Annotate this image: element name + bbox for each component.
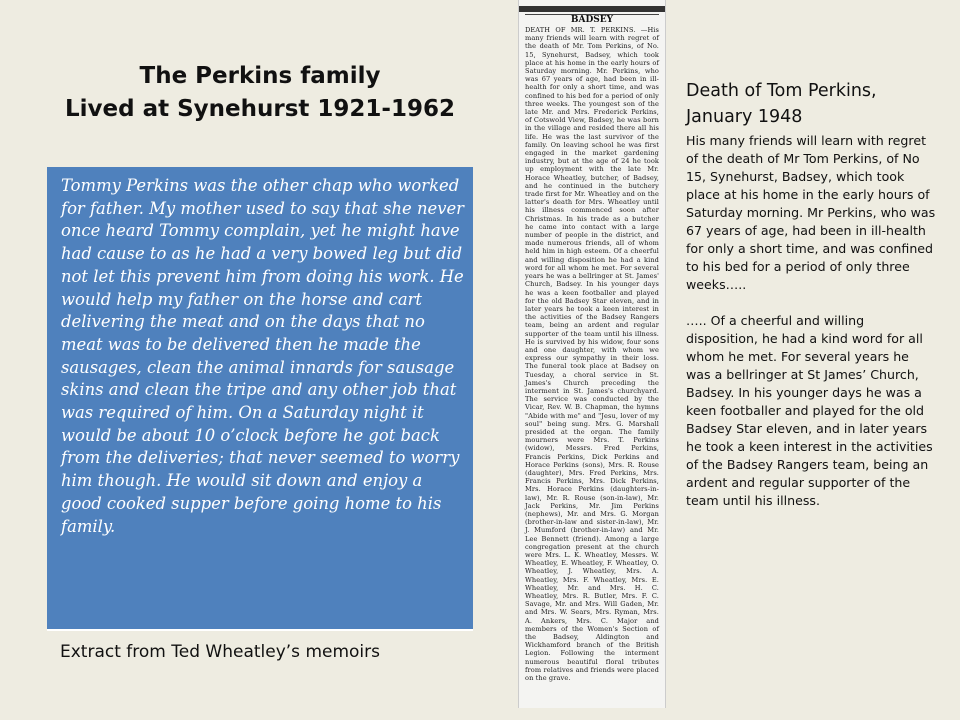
summary-heading-line-2: January 1948	[686, 107, 803, 127]
memoir-quote-text: Tommy Perkins was the other chap who worked for father. My mother used to say that she never once heard Tommy complain, yet he might have had cause to as he had a very bowed leg but did not let this prevent him from doing his work. He would help my father on the horse and cart delivering the meat and on the days that no meat was to be delivered then he made the sausages, clean the animal innards for sausage skins and clean the tripe and any other job that was required of him. On a Saturday night it would be about 10 o’clock before he got back from the deliveries; that never seemed to worry him though. He would sit down and enjoy a good cooked supper before going home to his family.	[61, 176, 464, 536]
obituary-summary	[686, 78, 936, 528]
summary-paragraph-2: ….. Of a cheerful and willing disposition, he had a kind word for all whom he met. For several years he was a bellringer at St James’ Church, Badsey. In his younger days he was a keen footballer and played for the old Badsey Star eleven, and in later years he took a keen interest in the activities of the Badsey Rangers team, being an ardent and regular supporter of the team until his illness.	[686, 313, 933, 508]
summary-heading	[686, 78, 936, 130]
summary-body	[686, 132, 936, 510]
summary-heading-line-1: Death of Tom Perkins,	[686, 81, 877, 101]
clipping-top-rule	[519, 6, 665, 12]
clipping-article-text: DEATH OF MR. T. PERKINS. —His many friends will learn with regret of the death of Mr. Tom Perkins, of No. 15, Synehurst, Badsey, which took place at his home in the early hours of Saturday morning. Mr. Perkins, who was 67 years of age, had been in ill-health for only a short time, and was confined to his bed for a period of only three weeks. The youngest son of the late Mr. and Mrs. Frederick Perkins, of Cotswold View, Badsey, he was born in the village and resided there all his life. He was the last survivor of the family. On leaving school he was first engaged in the market gardening industry, but at the age of 24 he took up employment with the late Mr. Horace Wheatley, butcher, of Badsey, and he continued in the butchery trade first for Mr. Wheatley and on the latter's death for Mrs. Wheatley until his illness commenced soon after Christmas. In his trade as a butcher he came into contact with a large number of people in the district, and made numerous friends, all of whom held him in high esteem. Of a cheerful and willing disposition he had a kind word for all whom he met. For several years he was a bellringer at St. James' Church, Badsey. In his younger days he was a keen footballer and played for the old Badsey Star eleven, and in later years he took a keen interest in the activities of the Badsey Rangers team, being an ardent and regular supporter of the team until his illness. He is survived by his widow, four sons and one daughter, with whom we express our sympathy in their loss. The funeral took place at Badsey on Tuesday, a choral service in St. James's Church preceding the interment in St. James's churchyard. The service was conducted by the Vicar, Rev. W. B. Chapman, the hymns "Abide with me" and "Jesu, lover of my soul" being sung. Mrs. G. Marshall presided at the organ. The family mourners were Mrs. T. Perkins (widow), Messrs. Fred Perkins, Francis Perkins, Dick Perkins and Horace Perkins (sons), Mrs. R. Rouse (daughter), Mrs. Fred Perkins, Mrs. Francis Perkins, Mrs. Dick Perkins, Mrs. Horace Perkins (daughters-in-law), Mr. R. Rouse (son-in-law), Mr. Jack Perkins, Mr. Jim Perkins (nephews), Mr. and Mrs. G. Morgan (brother-in-law and sister-in-law), Mr. J. Mumford (brother-in-law) and Mr. Lee Bennett (friend). Among a large congregation present at the church were Mrs. L. K. Wheatley, Messrs. W. Wheatley, E. Wheatley, F. Wheatley, O. Wheatley, J. Wheatley, Mrs. A. Wheatley, Mrs. F. Wheatley, Mrs. E. Wheatley, Mr. and Mrs. H. C. Wheatley, Mrs. R. Butler, Mrs. F. C. Savage, Mr. and Mrs. Will Gaden, Mr. and Mrs. W. Sears, Mrs. Ryman, Mrs. A. Ankers, Mrs. C. Major and members of the Women's Section of the Badsey, Aldington and Wickhamford branch of the British Legion. Following the interment numerous beautiful floral tributes from relatives and friends were placed on the grave.	[525, 26, 659, 683]
summary-paragraph-1: His many friends will learn with regret of the death of Mr Tom Perkins, of No 15, Synehurst, Badsey, which took place at his home in the early hours of Saturday morning. Mr Perkins, who was 67 years of age, had been in ill-health for only a short time, and was confined to his bed for a period of only three weeks…..	[686, 133, 936, 292]
memoir-caption: Extract from Ted Wheatley’s memoirs	[60, 642, 380, 662]
newspaper-clipping	[518, 0, 666, 708]
title-line-1: The Perkins family	[139, 63, 381, 89]
slide-title	[40, 60, 480, 126]
title-line-2: Lived at Synehurst 1921-1962	[64, 96, 455, 122]
clipping-section-heading: BADSEY	[525, 14, 659, 26]
memoir-quote-box	[47, 167, 473, 631]
